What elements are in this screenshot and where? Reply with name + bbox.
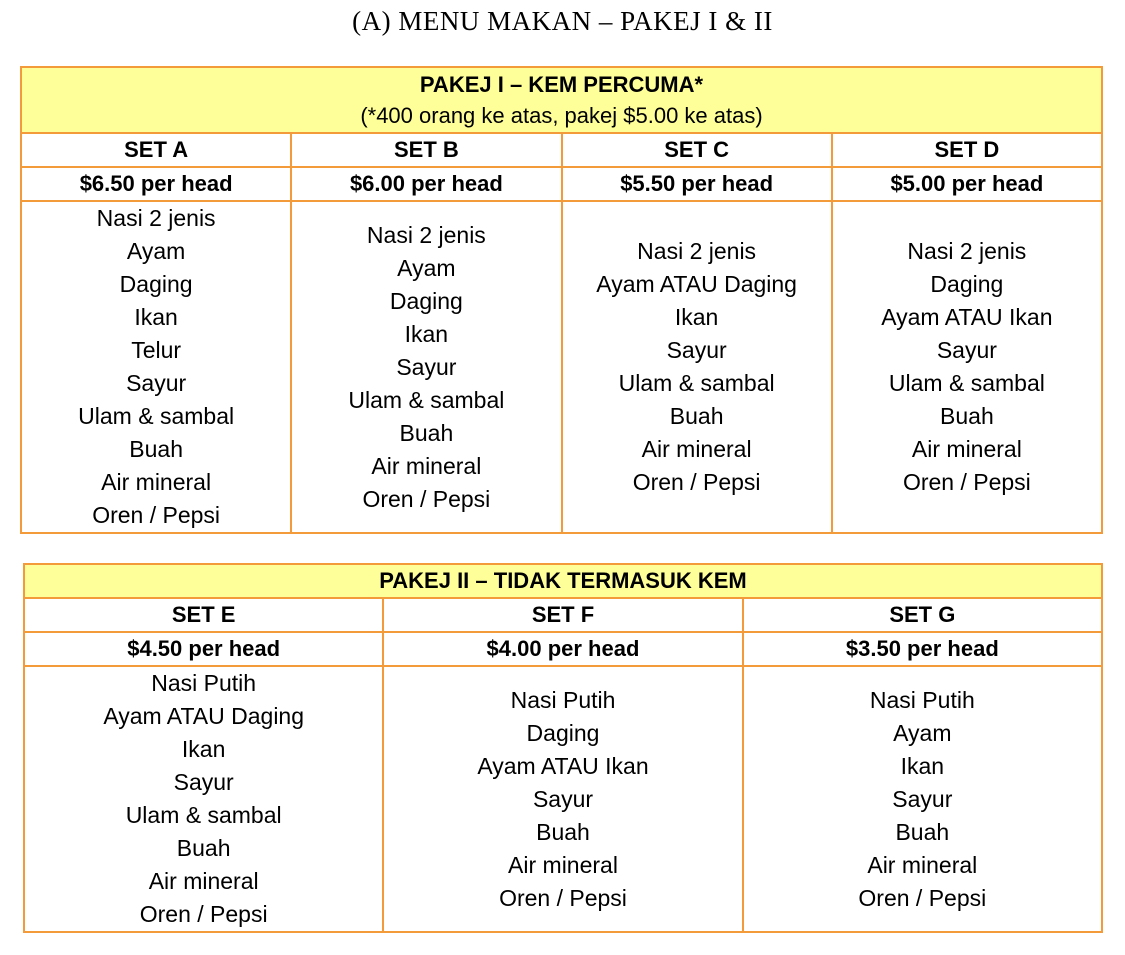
set-price: $3.50 per head	[743, 632, 1102, 666]
set-name: SET B	[291, 133, 561, 167]
menu-item: Nasi Putih	[510, 686, 616, 713]
menu-item: Buah	[176, 835, 231, 861]
set-name: SET A	[21, 133, 291, 167]
menu-item: Nasi 2 jenis	[637, 238, 757, 264]
menu-item: Air mineral	[867, 851, 978, 878]
menu-item: Sayur	[396, 353, 457, 380]
set-f-menu-items	[383, 666, 742, 932]
menu-item: Ulam & sambal	[348, 386, 505, 413]
page-title: (A) MENU MAKAN – PAKEJ I & II	[352, 6, 773, 36]
menu-item: Nasi Putih	[869, 686, 975, 713]
menu-item: Telur	[131, 337, 182, 363]
menu-item: Buah	[399, 419, 454, 446]
pakej-1-heading: PAKEJ I – KEM PERCUMA*	[419, 72, 704, 97]
set-name: SET G	[743, 598, 1102, 632]
set-g-menu-items	[743, 666, 1102, 932]
set-name: SET F	[383, 598, 742, 632]
menu-item: Ikan	[900, 752, 945, 779]
menu-item: Daging	[389, 287, 463, 314]
set-e-menu-items	[24, 666, 383, 932]
pakej-2-table	[23, 563, 1103, 933]
menu-item: Sayur	[126, 370, 187, 396]
menu-item: Ulam & sambal	[78, 403, 235, 429]
set-a-menu-items	[21, 201, 291, 533]
menu-item: Ayam ATAU Ikan	[881, 304, 1053, 330]
menu-item: Buah	[669, 403, 724, 429]
menu-item: Daging	[526, 719, 600, 746]
menu-item: Ulam & sambal	[125, 802, 282, 828]
pakej-1-items-row	[21, 201, 1102, 533]
menu-item: Nasi 2 jenis	[366, 221, 486, 248]
menu-item: Ikan	[404, 320, 449, 347]
menu-item: Air mineral	[911, 436, 1022, 462]
menu-item: Buah	[940, 403, 994, 429]
menu-item: Ikan	[181, 736, 226, 762]
menu-item: Ulam & sambal	[888, 370, 1045, 396]
pakej-2-heading: PAKEJ II – TIDAK TERMASUK KEM	[24, 564, 1102, 598]
menu-item: Sayur	[936, 337, 997, 363]
menu-item: Sayur	[892, 785, 953, 812]
menu-item: Nasi 2 jenis	[907, 238, 1027, 264]
menu-item: Ikan	[674, 304, 719, 330]
pakej-1-table	[20, 66, 1103, 534]
menu-item: Ayam	[397, 254, 456, 281]
set-price: $6.00 per head	[291, 167, 561, 201]
menu-item: Air mineral	[641, 436, 752, 462]
menu-item: Buah	[536, 818, 590, 845]
menu-item: Ayam ATAU Ikan	[477, 752, 649, 779]
menu-item: Oren / Pepsi	[499, 884, 627, 911]
pakej-1-price-row	[21, 167, 1102, 201]
set-name: SET D	[832, 133, 1102, 167]
menu-item: Air mineral	[101, 469, 212, 495]
menu-item: Air mineral	[148, 868, 259, 894]
menu-item: Sayur	[173, 769, 234, 795]
set-price: $6.50 per head	[21, 167, 291, 201]
menu-item: Ayam ATAU Daging	[103, 703, 305, 729]
pakej-1-note: (*400 orang ke atas, pakej $5.00 ke atas)	[360, 103, 763, 128]
menu-item: Oren / Pepsi	[362, 485, 491, 512]
menu-item: Air mineral	[371, 452, 482, 479]
set-price: $4.00 per head	[383, 632, 742, 666]
pakej-1-header	[21, 67, 1102, 133]
set-price: $5.50 per head	[562, 167, 832, 201]
menu-item: Ulam & sambal	[618, 370, 775, 396]
set-price: $5.00 per head	[832, 167, 1102, 201]
menu-item: Nasi Putih	[151, 670, 257, 696]
set-d-menu-items	[832, 201, 1102, 533]
menu-item: Air mineral	[508, 851, 618, 878]
pakej-2-price-row	[24, 632, 1102, 666]
menu-item: Oren / Pepsi	[858, 884, 987, 911]
menu-item: Buah	[129, 436, 183, 462]
set-price: $4.50 per head	[24, 632, 383, 666]
pakej-2-header-row	[24, 564, 1102, 598]
menu-item: Daging	[930, 271, 1004, 297]
pakej-1-set-row	[21, 133, 1102, 167]
menu-item: Sayur	[666, 337, 727, 363]
menu-item: Oren / Pepsi	[632, 469, 761, 495]
menu-item: Ayam ATAU Daging	[596, 271, 797, 297]
menu-item: Sayur	[532, 785, 594, 812]
menu-item: Buah	[895, 818, 950, 845]
set-name: SET E	[24, 598, 383, 632]
menu-item: Ayam	[126, 238, 186, 264]
menu-item: Ayam	[893, 719, 952, 746]
menu-item: Nasi 2 jenis	[96, 205, 216, 231]
pakej-2-set-row	[24, 598, 1102, 632]
menu-item: Oren / Pepsi	[902, 469, 1031, 495]
pakej-1-header-row	[21, 67, 1102, 133]
set-c-menu-items	[562, 201, 832, 533]
menu-item: Daging	[119, 271, 193, 297]
menu-item: Oren / Pepsi	[92, 502, 221, 528]
set-name: SET C	[562, 133, 832, 167]
menu-item: Oren / Pepsi	[139, 901, 268, 927]
menu-item: Ikan	[134, 304, 178, 330]
pakej-2-items-row	[24, 666, 1102, 932]
set-b-menu-items	[291, 201, 561, 533]
